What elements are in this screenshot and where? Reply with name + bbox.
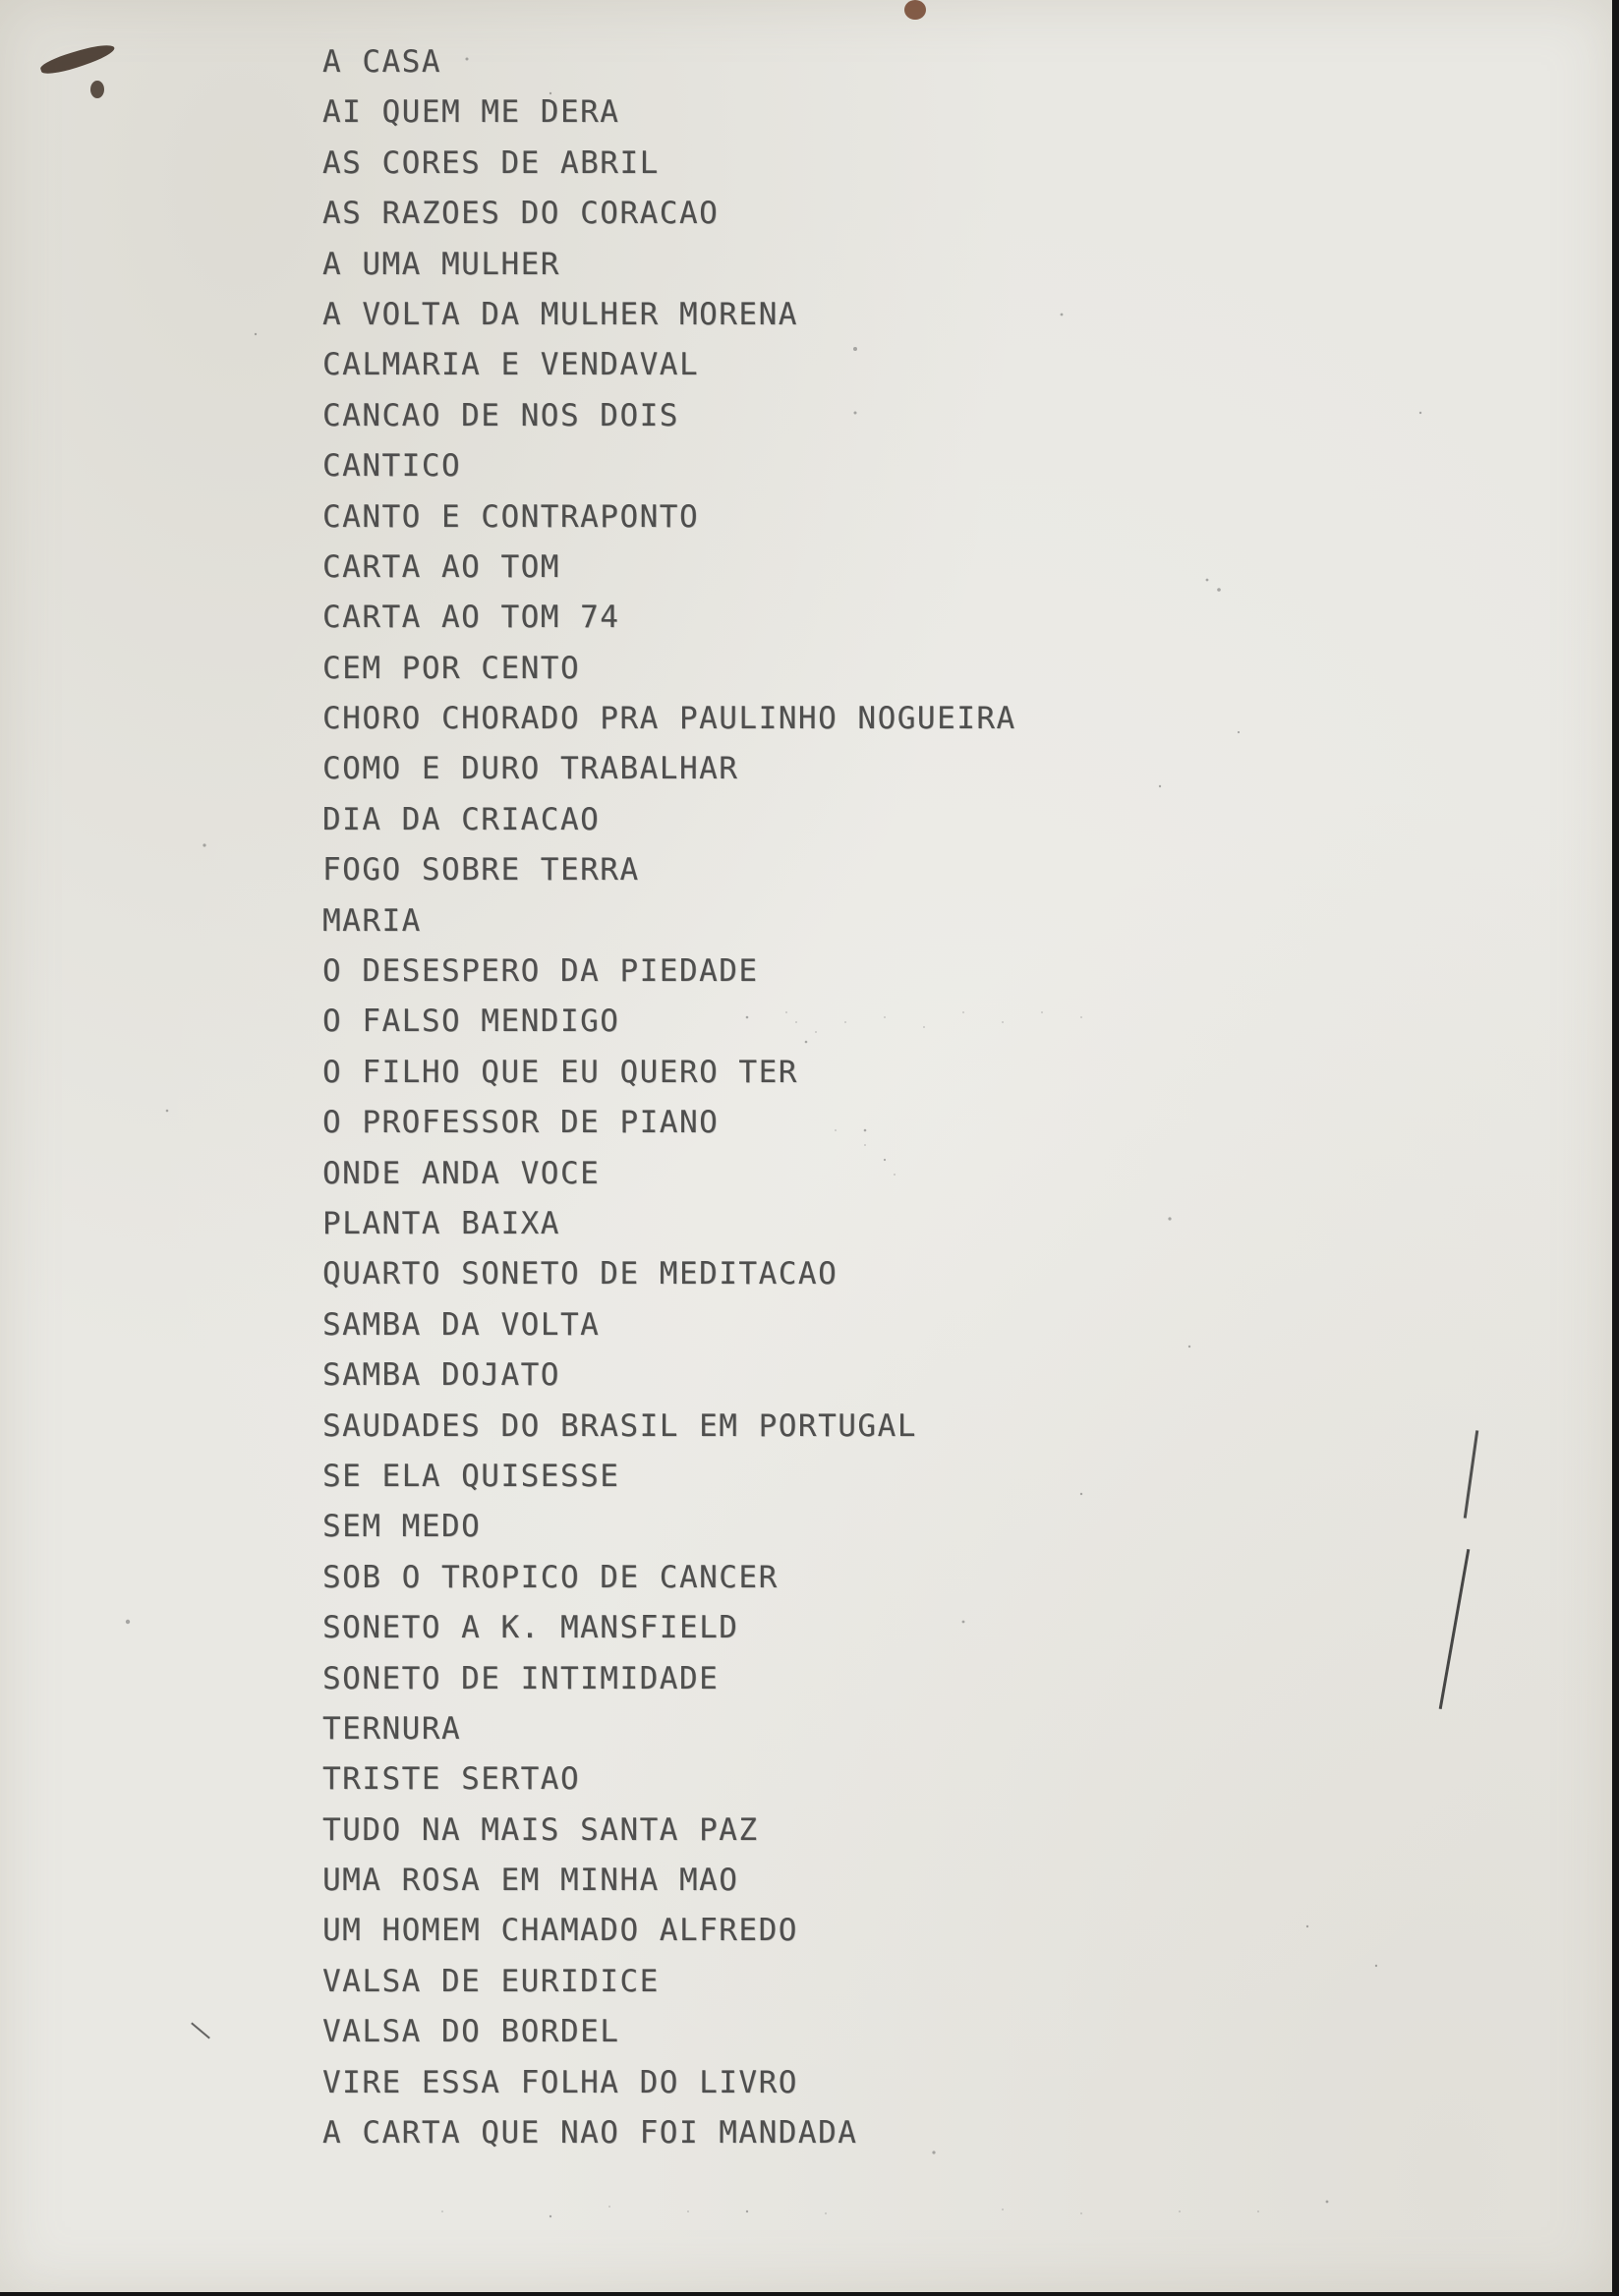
list-item: A UMA MULHER [322,246,560,282]
list-item: UM HOMEM CHAMADO ALFREDO [322,1913,798,1949]
pencil-stroke [191,2023,210,2039]
rust-stain [904,0,926,20]
list-item: O FILHO QUE EU QUERO TER [322,1054,798,1090]
list-item: A VOLTA DA MULHER MORENA [322,296,798,332]
list-item: AS RAZOES DO CORACAO [322,196,720,232]
list-item: MARIA [322,902,422,939]
pencil-stroke [1439,1549,1471,1709]
list-item: VIRE ESSA FOLHA DO LIVRO [322,2064,798,2100]
list-item: AS CORES DE ABRIL [322,144,660,181]
song-title-list [322,37,1016,2158]
list-item: A CASA [322,44,441,80]
list-item: SEM MEDO [322,1509,482,1545]
ink-stain [38,39,116,78]
list-item: VALSA DE EURIDICE [322,1963,660,1999]
list-item: AI QUEM ME DERA [322,94,620,131]
list-item: CEM POR CENTO [322,650,581,686]
list-item: CANCAO DE NOS DOIS [322,397,679,433]
list-item: DIA DA CRIACAO [322,801,601,837]
list-item: CHORO CHORADO PRA PAULINHO NOGUEIRA [322,701,1016,737]
list-item: SONETO A K. MANSFIELD [322,1610,739,1646]
list-item: PLANTA BAIXA [322,1205,560,1241]
list-item: SONETO DE INTIMIDADE [322,1660,720,1696]
list-item: CARTA AO TOM [322,548,560,585]
list-item: COMO E DURO TRABALHAR [322,751,739,787]
list-item: TUDO NA MAIS SANTA PAZ [322,1811,759,1848]
list-item: CANTICO [322,448,462,485]
list-item: TRISTE SERTAO [322,1761,581,1798]
scan-border-bottom [0,2292,1619,2296]
list-item: CANTO E CONTRAPONTO [322,498,700,535]
list-item: QUARTO SONETO DE MEDITACAO [322,1256,838,1292]
list-item: SAUDADES DO BRASIL EM PORTUGAL [322,1407,917,1444]
pencil-stroke [1464,1430,1478,1519]
list-item: O FALSO MENDIGO [322,1004,620,1040]
list-item: A CARTA QUE NAO FOI MANDADA [322,2115,858,2152]
list-item: CALMARIA E VENDAVAL [322,347,700,383]
list-item: CARTA AO TOM 74 [322,600,620,636]
list-item: FOGO SOBRE TERRA [322,852,640,889]
list-item: UMA ROSA EM MINHA MAO [322,1863,739,1899]
list-item: TERNURA [322,1710,462,1747]
ink-stain [90,81,104,98]
list-item: SE ELA QUISESSE [322,1458,620,1494]
list-item: SAMBA DOJATO [322,1357,560,1394]
list-item: VALSA DO BORDEL [322,2014,620,2050]
list-item: O DESESPERO DA PIEDADE [322,953,759,990]
list-item: SOB O TROPICO DE CANCER [322,1559,779,1595]
list-item: SAMBA DA VOLTA [322,1306,601,1343]
list-item: O PROFESSOR DE PIANO [322,1105,720,1141]
list-item: ONDE ANDA VOCE [322,1155,601,1191]
scan-border-right [1612,0,1619,2296]
